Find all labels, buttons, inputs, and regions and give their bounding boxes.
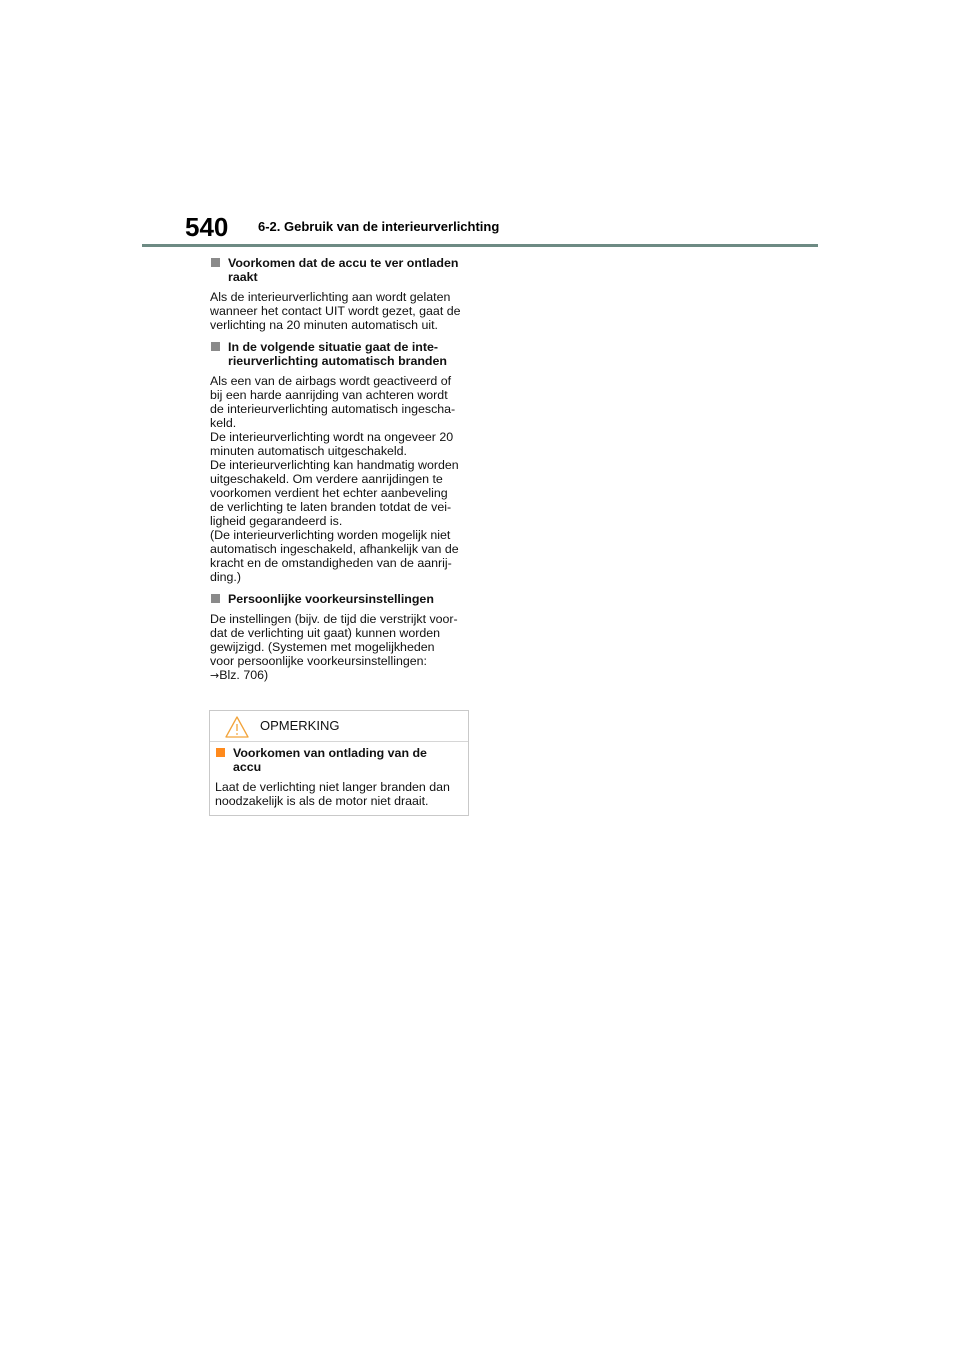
- note-title: OPMERKING: [260, 718, 340, 733]
- paragraph: [210, 374, 468, 584]
- text-line: noodzakelijk is als de motor niet draait.: [215, 794, 429, 808]
- text-line: wanneer het contact UIT wordt gezet, gaat de: [210, 304, 461, 318]
- note-box: [209, 710, 469, 816]
- note-divider: [210, 741, 468, 742]
- heading-line: raakt: [228, 270, 258, 284]
- note-body: [215, 746, 465, 816]
- text-line: dat de verlichting uit gaat) kunnen worden: [210, 626, 441, 640]
- text-line: De interieurverlichting wordt na ongeveer 20: [210, 430, 454, 444]
- text-line: ding.): [210, 570, 241, 584]
- warning-triangle-icon: [224, 715, 250, 739]
- section-heading: [210, 340, 468, 368]
- note-heading: [215, 746, 465, 774]
- page-reference[interactable]: [210, 668, 468, 683]
- text-line: gewijzigd. (Systemen met mogelijkheden: [210, 640, 435, 654]
- heading-line: rieurverlichting automatisch branden: [228, 354, 447, 368]
- text-line: (De interieurverlichting worden mogelijk niet: [210, 528, 451, 542]
- heading-line: In de volgende situatie gaat de inte-: [228, 340, 438, 354]
- text-line: bij een harde aanrijding van achteren wordt: [210, 388, 448, 402]
- text-line: voor persoonlijke voorkeursinstellingen:: [210, 654, 427, 668]
- page-reference-text: Blz. 706): [219, 668, 269, 682]
- text-line: Laat de verlichting niet langer branden dan: [215, 780, 450, 794]
- text-line: automatisch ingeschakeld, afhankelijk van de: [210, 542, 459, 556]
- text-line: De instellingen (bijv. de tijd die verstrijkt voor-: [210, 612, 458, 626]
- note-header: [210, 711, 468, 739]
- section-title: 6-2. Gebruik van de interieurverlichting: [258, 219, 500, 234]
- square-bullet-icon: [211, 594, 220, 603]
- text-line: de verlichting te laten branden totdat de vei-: [210, 500, 452, 514]
- text-line: ligheid gegarandeerd is.: [210, 514, 343, 528]
- text-line: verlichting na 20 minuten automatisch uit.: [210, 318, 438, 332]
- paragraph: [210, 612, 468, 683]
- square-bullet-icon: [211, 342, 220, 351]
- text-line: Als een van de airbags wordt geactiveerd of: [210, 374, 452, 388]
- arrow-right-icon: →: [210, 669, 220, 682]
- text-line: keld.: [210, 416, 237, 430]
- header-rule: [142, 244, 818, 247]
- section-heading: [210, 592, 468, 606]
- text-line: De interieurverlichting kan handmatig worden: [210, 458, 459, 472]
- heading-line: Voorkomen van ontlading van de: [233, 746, 427, 760]
- paragraph: [215, 780, 465, 808]
- heading-line: Persoonlijke voorkeursinstellingen: [228, 592, 434, 606]
- text-line: minuten automatisch uitgeschakeld.: [210, 444, 407, 458]
- text-line: Als de interieurverlichting aan wordt gelaten: [210, 290, 451, 304]
- text-line: voorkomen verdient het echter aanbeveling: [210, 486, 448, 500]
- text-line: uitgeschakeld. Om verdere aanrijdingen te: [210, 472, 443, 486]
- square-bullet-icon: [211, 258, 220, 267]
- heading-line: accu: [233, 760, 262, 774]
- square-bullet-icon: [216, 748, 225, 757]
- main-column: [210, 256, 468, 691]
- text-line: kracht en de omstandigheden van de aanrij-: [210, 556, 452, 570]
- text-line: de interieurverlichting automatisch ingescha-: [210, 402, 456, 416]
- paragraph: [210, 290, 468, 332]
- heading-line: Voorkomen dat de accu te ver ontladen: [228, 256, 459, 270]
- section-heading: [210, 256, 468, 284]
- page-number: 540: [185, 212, 229, 242]
